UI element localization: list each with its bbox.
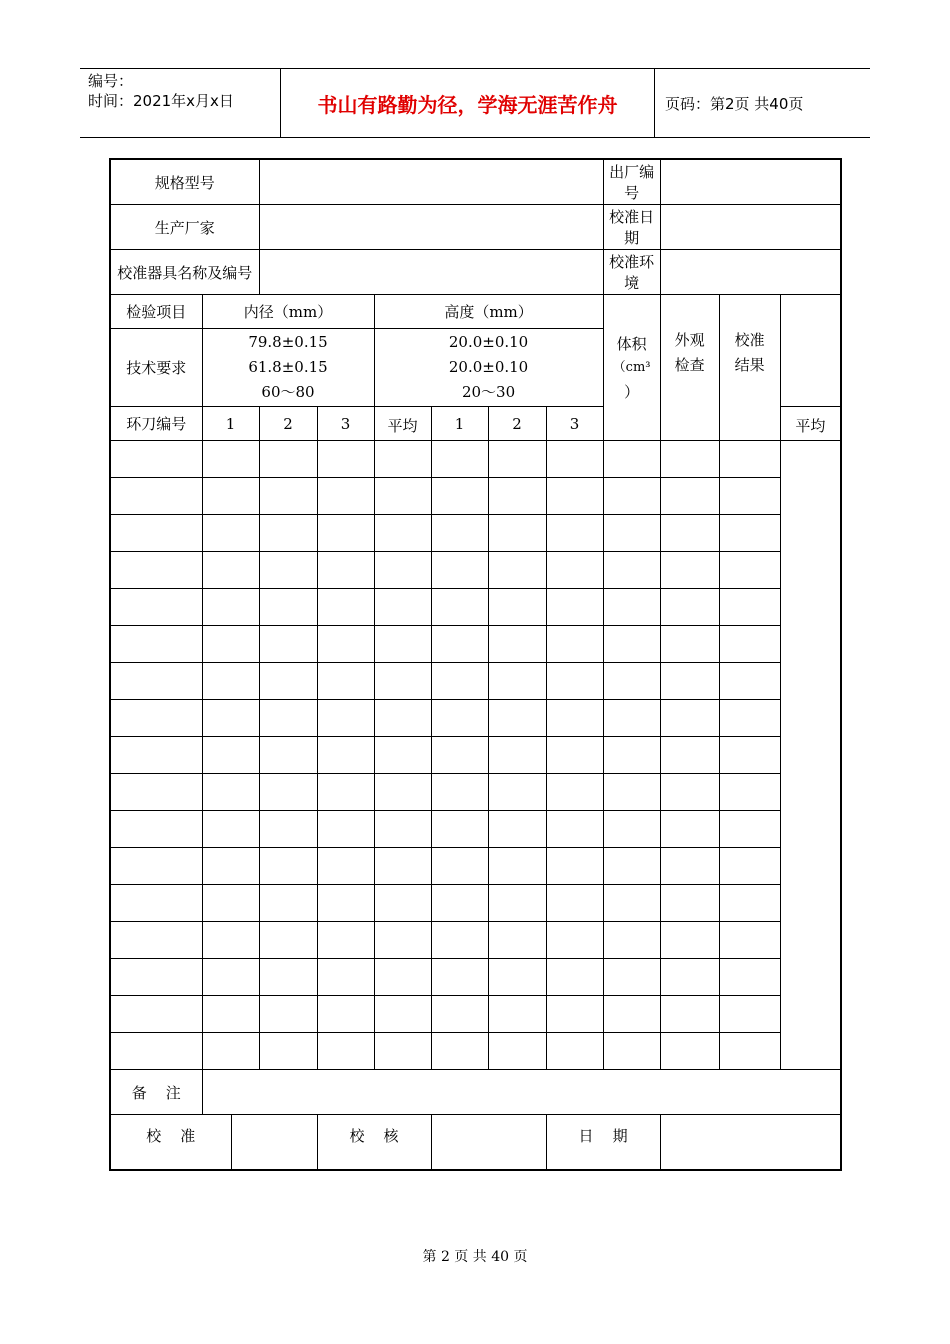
cal-date-label: 校准日期 — [603, 205, 660, 250]
table-row — [110, 774, 841, 811]
data-cell[interactable] — [202, 478, 259, 515]
remarks-row — [110, 1070, 841, 1115]
data-cell[interactable] — [488, 515, 546, 552]
instrument-field[interactable] — [259, 250, 603, 295]
data-cell[interactable] — [259, 700, 317, 737]
data-cell[interactable] — [546, 589, 603, 626]
data-cell[interactable] — [660, 552, 719, 589]
data-cell[interactable] — [488, 1033, 546, 1070]
volume-label-2: （cm³ — [612, 359, 651, 375]
appearance-label-2: 检查 — [674, 355, 705, 374]
data-cell[interactable] — [374, 589, 431, 626]
header-meta — [80, 69, 280, 137]
item-label: 检验项目 — [110, 295, 202, 329]
volume-header — [603, 295, 660, 441]
data-cell[interactable] — [546, 663, 603, 700]
data-cell[interactable] — [431, 848, 488, 885]
height-req-1: 20.0±0.10 — [448, 333, 529, 351]
data-cell[interactable] — [660, 626, 719, 663]
data-rows — [110, 441, 841, 1070]
data-cell[interactable] — [374, 959, 431, 996]
data-cell[interactable] — [603, 737, 660, 774]
data-cell[interactable] — [488, 996, 546, 1033]
data-cell[interactable] — [259, 737, 317, 774]
data-cell[interactable] — [259, 996, 317, 1033]
page-header — [80, 68, 870, 138]
data-cell[interactable] — [660, 589, 719, 626]
data-cell[interactable] — [660, 922, 719, 959]
data-cell[interactable] — [259, 552, 317, 589]
data-cell[interactable] — [317, 478, 374, 515]
maker-label: 生产厂家 — [110, 205, 259, 250]
data-cell[interactable] — [110, 700, 202, 737]
data-cell[interactable] — [110, 848, 202, 885]
maker-field[interactable] — [259, 205, 603, 250]
data-cell[interactable] — [719, 478, 780, 515]
inner-req-1: 79.8±0.15 — [248, 333, 328, 351]
data-cell[interactable] — [374, 885, 431, 922]
data-cell[interactable] — [431, 663, 488, 700]
data-cell[interactable] — [660, 700, 719, 737]
table-row — [110, 1033, 841, 1070]
data-cell[interactable] — [488, 626, 546, 663]
inner-diameter-requirements — [202, 329, 374, 407]
data-cell[interactable] — [488, 737, 546, 774]
data-cell[interactable] — [317, 922, 374, 959]
data-cell[interactable] — [317, 626, 374, 663]
data-cell[interactable] — [317, 1033, 374, 1070]
data-cell[interactable] — [317, 700, 374, 737]
inner-col-1: 1 — [202, 407, 259, 441]
data-cell[interactable] — [317, 959, 374, 996]
data-cell[interactable] — [546, 515, 603, 552]
data-cell[interactable] — [719, 552, 780, 589]
height-col-1: 1 — [431, 407, 488, 441]
data-cell[interactable] — [660, 737, 719, 774]
data-cell[interactable] — [317, 811, 374, 848]
data-cell[interactable] — [603, 774, 660, 811]
data-cell[interactable] — [374, 774, 431, 811]
data-cell[interactable] — [110, 478, 202, 515]
data-cell[interactable] — [660, 515, 719, 552]
env-label: 校准环境 — [603, 250, 660, 295]
data-cell[interactable] — [317, 515, 374, 552]
data-cell[interactable] — [374, 996, 431, 1033]
data-cell[interactable] — [719, 515, 780, 552]
data-cell[interactable] — [374, 552, 431, 589]
data-cell[interactable] — [431, 996, 488, 1033]
data-cell[interactable] — [110, 996, 202, 1033]
data-cell[interactable] — [660, 811, 719, 848]
data-cell[interactable] — [546, 441, 603, 478]
spec-field[interactable] — [259, 159, 603, 205]
data-cell[interactable] — [374, 737, 431, 774]
height-requirements — [374, 329, 603, 407]
data-cell[interactable] — [488, 552, 546, 589]
data-cell[interactable] — [202, 552, 259, 589]
inner-col-2: 2 — [259, 407, 317, 441]
data-cell[interactable] — [431, 959, 488, 996]
remarks-label: 备 注 — [110, 1070, 202, 1115]
data-cell[interactable] — [488, 811, 546, 848]
data-cell[interactable] — [603, 663, 660, 700]
height-req-2: 20.0±0.10 — [448, 358, 529, 376]
data-cell[interactable] — [202, 737, 259, 774]
height-req-3: 20～30 — [461, 383, 516, 401]
result-header — [719, 295, 780, 441]
data-cell[interactable] — [202, 774, 259, 811]
data-cell[interactable] — [488, 774, 546, 811]
cal-date-field[interactable] — [660, 205, 841, 250]
data-cell[interactable] — [488, 848, 546, 885]
table-row — [110, 959, 841, 996]
data-cell[interactable] — [603, 515, 660, 552]
table-row — [110, 848, 841, 885]
spec-label: 规格型号 — [110, 159, 259, 205]
data-cell[interactable] — [546, 811, 603, 848]
data-cell[interactable] — [603, 885, 660, 922]
data-cell[interactable] — [660, 1033, 719, 1070]
page-footer: 第 2 页 共 40 页 — [422, 1249, 528, 1265]
data-cell[interactable] — [660, 441, 719, 478]
data-cell[interactable] — [317, 996, 374, 1033]
spec-row — [110, 159, 841, 205]
data-cell[interactable] — [202, 1033, 259, 1070]
result-label-1: 校准 — [734, 330, 765, 349]
data-cell[interactable] — [202, 589, 259, 626]
data-cell[interactable] — [202, 515, 259, 552]
data-cell[interactable] — [110, 515, 202, 552]
data-cell[interactable] — [317, 589, 374, 626]
data-cell[interactable] — [603, 922, 660, 959]
table-row — [110, 885, 841, 922]
data-cell[interactable] — [546, 700, 603, 737]
appearance-label-1: 外观 — [674, 330, 705, 349]
header-page-info: 页码：第2页 共40页 — [665, 94, 804, 113]
height-col-avg: 平均 — [780, 407, 841, 441]
data-cell[interactable] — [431, 774, 488, 811]
data-cell[interactable] — [110, 959, 202, 996]
height-header: 高度（mm） — [374, 295, 603, 329]
data-cell[interactable] — [488, 700, 546, 737]
data-cell[interactable] — [110, 663, 202, 700]
data-cell[interactable] — [374, 626, 431, 663]
data-cell[interactable] — [660, 959, 719, 996]
data-cell[interactable] — [259, 663, 317, 700]
signature-row — [110, 1115, 841, 1171]
data-cell[interactable] — [110, 441, 202, 478]
data-cell[interactable] — [431, 478, 488, 515]
data-cell[interactable] — [259, 922, 317, 959]
remarks-field[interactable] — [202, 1070, 841, 1115]
data-cell[interactable] — [374, 478, 431, 515]
calibration-record-table — [109, 158, 842, 1171]
table-row — [110, 552, 841, 589]
data-cell[interactable] — [603, 478, 660, 515]
data-cell[interactable] — [719, 663, 780, 700]
table-row — [110, 922, 841, 959]
data-cell[interactable] — [546, 552, 603, 589]
data-cell[interactable] — [431, 922, 488, 959]
data-cell[interactable] — [110, 885, 202, 922]
data-cell[interactable] — [259, 959, 317, 996]
data-cell[interactable] — [660, 478, 719, 515]
data-cell[interactable] — [431, 552, 488, 589]
data-cell[interactable] — [431, 700, 488, 737]
data-cell[interactable] — [719, 848, 780, 885]
date-label: 日 期 — [546, 1115, 660, 1171]
data-cell[interactable] — [374, 700, 431, 737]
data-cell[interactable] — [202, 848, 259, 885]
table-row — [110, 515, 841, 552]
tech-label: 技术要求 — [110, 329, 202, 407]
data-cell[interactable] — [259, 774, 317, 811]
data-cell[interactable] — [202, 626, 259, 663]
table-row — [110, 700, 841, 737]
data-cell[interactable] — [317, 552, 374, 589]
data-cell[interactable] — [719, 737, 780, 774]
table-row — [110, 996, 841, 1033]
data-cell[interactable] — [546, 848, 603, 885]
instrument-label: 校准器具名称及编号 — [110, 250, 259, 295]
data-cell[interactable] — [110, 922, 202, 959]
data-cell[interactable] — [546, 959, 603, 996]
ring-number-label: 环刀编号 — [110, 407, 202, 441]
inner-col-3: 3 — [317, 407, 374, 441]
data-cell[interactable] — [488, 441, 546, 478]
data-cell[interactable] — [719, 885, 780, 922]
data-cell[interactable] — [431, 885, 488, 922]
data-cell[interactable] — [259, 1033, 317, 1070]
data-cell[interactable] — [202, 885, 259, 922]
data-cell[interactable] — [719, 774, 780, 811]
data-cell[interactable] — [719, 626, 780, 663]
height-col-3: 3 — [546, 407, 603, 441]
table-row — [110, 811, 841, 848]
data-cell[interactable] — [660, 848, 719, 885]
data-cell[interactable] — [374, 848, 431, 885]
data-cell[interactable] — [202, 700, 259, 737]
data-cell[interactable] — [488, 959, 546, 996]
data-cell[interactable] — [603, 589, 660, 626]
check-signature-field[interactable] — [431, 1115, 546, 1171]
data-cell[interactable] — [431, 515, 488, 552]
data-cell[interactable] — [719, 1033, 780, 1070]
data-cell[interactable] — [374, 441, 431, 478]
data-cell[interactable] — [488, 478, 546, 515]
data-cell[interactable] — [374, 811, 431, 848]
data-cell[interactable] — [110, 626, 202, 663]
data-cell[interactable] — [546, 626, 603, 663]
table-row — [110, 441, 841, 478]
data-cell[interactable] — [110, 552, 202, 589]
serial-field[interactable] — [660, 159, 841, 205]
data-cell[interactable] — [374, 1033, 431, 1070]
table-row — [110, 478, 841, 515]
data-cell[interactable] — [374, 922, 431, 959]
data-cell[interactable] — [202, 959, 259, 996]
data-cell[interactable] — [202, 663, 259, 700]
data-cell[interactable] — [719, 811, 780, 848]
data-cell[interactable] — [546, 1033, 603, 1070]
data-cell[interactable] — [660, 774, 719, 811]
date-signature-field[interactable] — [660, 1115, 841, 1171]
data-cell[interactable] — [719, 959, 780, 996]
data-cell[interactable] — [546, 478, 603, 515]
check-label: 校 核 — [317, 1115, 431, 1171]
data-cell[interactable] — [259, 515, 317, 552]
data-cell[interactable] — [259, 441, 317, 478]
data-cell[interactable] — [317, 848, 374, 885]
serial-label: 出厂编号 — [603, 159, 660, 205]
data-cell[interactable] — [603, 1033, 660, 1070]
data-cell[interactable] — [317, 441, 374, 478]
data-cell[interactable] — [110, 1033, 202, 1070]
data-cell[interactable] — [110, 774, 202, 811]
result-label-2: 结果 — [734, 355, 765, 374]
data-cell[interactable] — [317, 885, 374, 922]
data-cell[interactable] — [603, 811, 660, 848]
instrument-row — [110, 250, 841, 295]
data-cell[interactable] — [317, 774, 374, 811]
data-cell[interactable] — [317, 737, 374, 774]
data-cell[interactable] — [110, 811, 202, 848]
data-cell[interactable] — [431, 737, 488, 774]
data-cell[interactable] — [719, 441, 780, 478]
data-cell[interactable] — [488, 885, 546, 922]
data-cell[interactable] — [488, 663, 546, 700]
data-cell[interactable] — [719, 922, 780, 959]
data-cell[interactable] — [719, 589, 780, 626]
table-row — [110, 663, 841, 700]
table-row — [110, 737, 841, 774]
data-cell[interactable] — [603, 552, 660, 589]
volume-label-1: 体积 — [616, 334, 647, 353]
data-cell[interactable] — [488, 922, 546, 959]
data-cell[interactable] — [719, 700, 780, 737]
data-cell[interactable] — [660, 885, 719, 922]
data-cell[interactable] — [110, 737, 202, 774]
data-cell[interactable] — [603, 848, 660, 885]
env-field[interactable] — [660, 250, 841, 295]
data-cell[interactable] — [431, 811, 488, 848]
height-col-2: 2 — [488, 407, 546, 441]
data-cell[interactable] — [488, 589, 546, 626]
data-cell[interactable] — [603, 700, 660, 737]
data-cell[interactable] — [259, 589, 317, 626]
data-cell[interactable] — [431, 441, 488, 478]
data-cell[interactable] — [374, 663, 431, 700]
data-cell[interactable] — [603, 996, 660, 1033]
data-cell[interactable] — [374, 515, 431, 552]
data-cell[interactable] — [202, 922, 259, 959]
inner-req-3: 60～80 — [261, 383, 315, 401]
header-motto: 书山有路勤为径，学海无涯苦作舟 — [280, 69, 655, 137]
data-cell[interactable] — [110, 589, 202, 626]
data-cell[interactable] — [202, 996, 259, 1033]
data-cell[interactable] — [259, 885, 317, 922]
maker-row — [110, 205, 841, 250]
document-number-label: 编号： — [88, 72, 134, 90]
table-row — [110, 626, 841, 663]
data-cell[interactable] — [719, 996, 780, 1033]
calibrate-signature-field[interactable] — [231, 1115, 317, 1171]
data-cell[interactable] — [431, 626, 488, 663]
item-header-row — [110, 295, 841, 329]
volume-label-3: ） — [624, 382, 640, 401]
data-cell[interactable] — [546, 774, 603, 811]
data-cell[interactable] — [660, 663, 719, 700]
data-cell[interactable] — [431, 589, 488, 626]
data-cell[interactable] — [603, 959, 660, 996]
data-cell[interactable] — [202, 441, 259, 478]
data-cell[interactable] — [603, 441, 660, 478]
data-cell[interactable] — [603, 626, 660, 663]
data-cell[interactable] — [259, 626, 317, 663]
data-cell[interactable] — [546, 996, 603, 1033]
data-cell[interactable] — [546, 885, 603, 922]
data-cell[interactable] — [546, 737, 603, 774]
table-row — [110, 589, 841, 626]
inner-col-avg: 平均 — [374, 407, 431, 441]
document-time-label: 时间：2021年x月x日 — [88, 92, 234, 110]
data-cell[interactable] — [660, 996, 719, 1033]
data-cell[interactable] — [431, 1033, 488, 1070]
data-cell[interactable] — [259, 478, 317, 515]
data-cell[interactable] — [546, 922, 603, 959]
data-cell[interactable] — [317, 663, 374, 700]
calibrate-label: 校 准 — [110, 1115, 231, 1171]
inner-req-2: 61.8±0.15 — [248, 358, 328, 376]
appearance-header — [660, 295, 719, 441]
data-cell[interactable] — [202, 811, 259, 848]
data-cell[interactable] — [259, 811, 317, 848]
data-cell[interactable] — [259, 848, 317, 885]
inner-diameter-header: 内径（mm） — [202, 295, 374, 329]
